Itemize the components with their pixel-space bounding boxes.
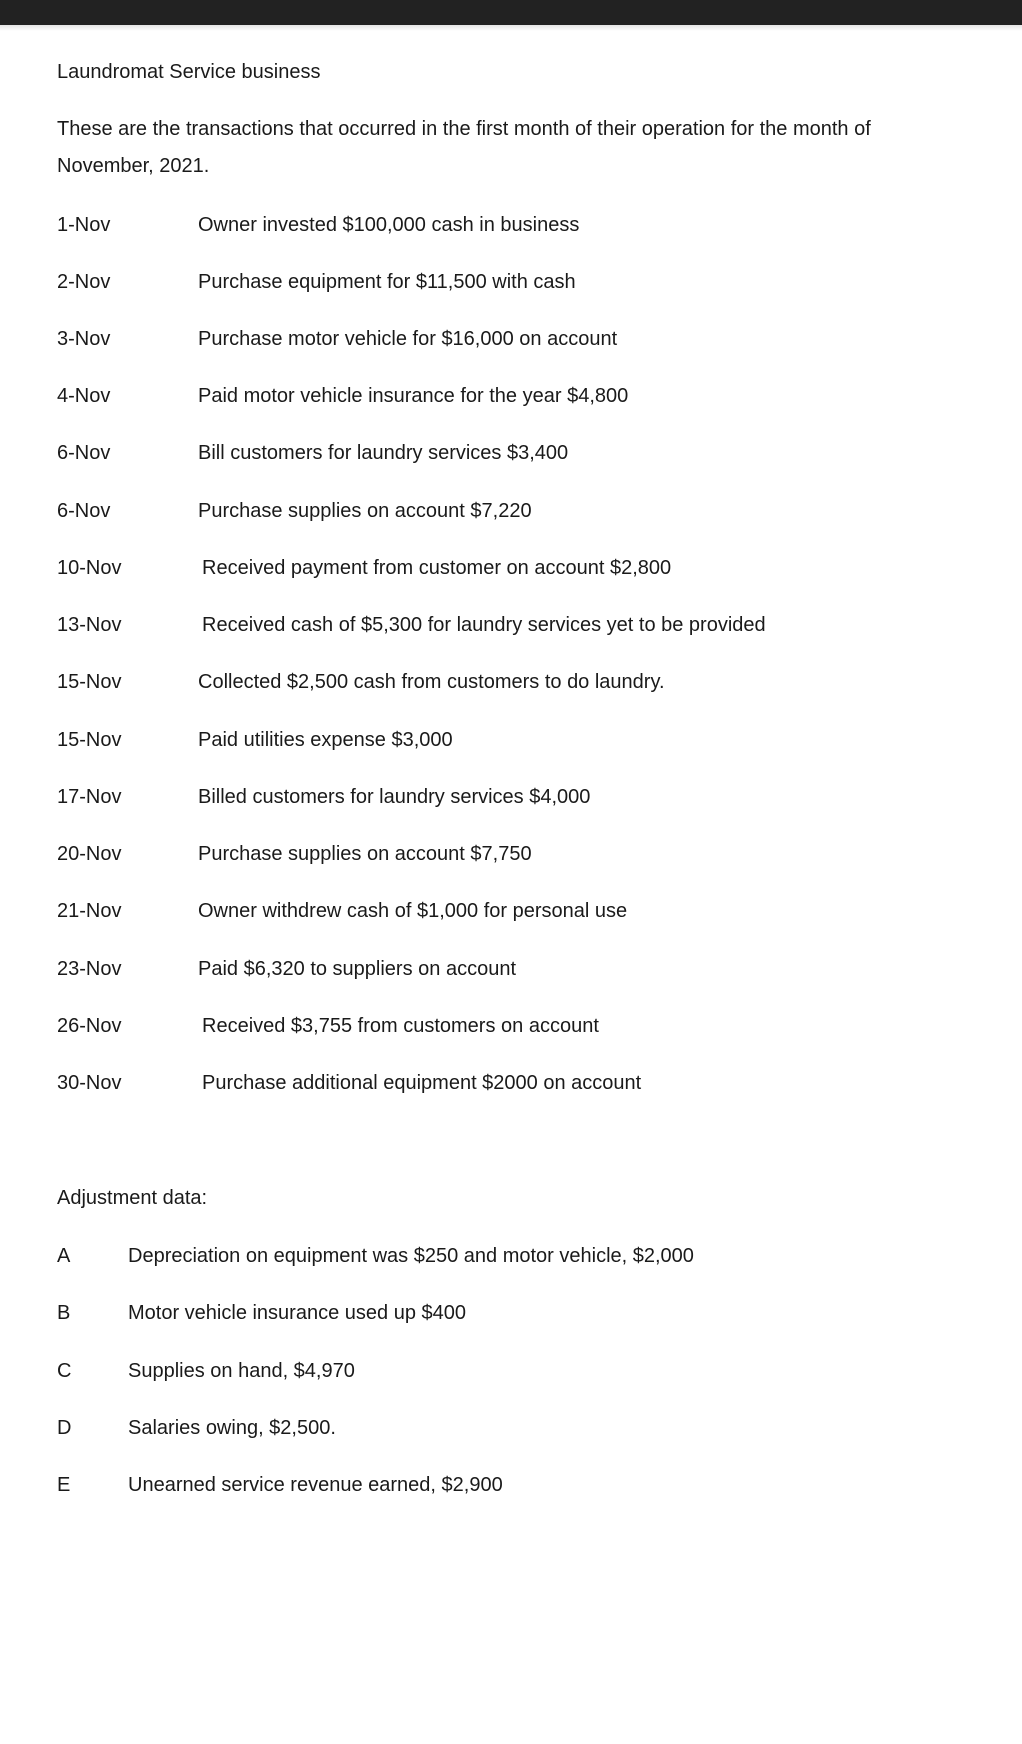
transaction-row: [0, 612, 1022, 638]
adjustment-row: [0, 1243, 1022, 1269]
intro-text-line-1: These are the transactions that occurred in the first month of their operation for the month of: [57, 118, 871, 140]
transaction-description: Received payment from customer on account $2,800: [202, 557, 672, 579]
transaction-date: 10-Nov: [57, 557, 122, 579]
transaction-date: 26-Nov: [57, 1015, 122, 1037]
transaction-date: 4-Nov: [57, 385, 111, 407]
transaction-date: 30-Nov: [57, 1072, 122, 1094]
adjustment-letter: D: [57, 1417, 72, 1439]
transaction-row: [0, 898, 1022, 924]
intro-text-line-2: November, 2021.: [57, 155, 210, 177]
adjustment-text: Supplies on hand, $4,970: [128, 1360, 355, 1382]
transaction-row: [0, 269, 1022, 295]
transaction-row: [0, 498, 1022, 524]
adjustment-text: Salaries owing, $2,500.: [128, 1417, 336, 1439]
transaction-description: Owner withdrew cash of $1,000 for personal use: [198, 900, 628, 922]
transaction-date: 23-Nov: [57, 958, 122, 980]
adjustment-text: Motor vehicle insurance used up $400: [128, 1302, 466, 1324]
transaction-description: Paid utilities expense $3,000: [198, 729, 453, 751]
transaction-date: 20-Nov: [57, 843, 122, 865]
transaction-date: 17-Nov: [57, 786, 122, 808]
transaction-row: [0, 956, 1022, 982]
transaction-row: [0, 669, 1022, 695]
adjustment-row: [0, 1300, 1022, 1326]
transaction-description: Paid $6,320 to suppliers on account: [198, 958, 516, 980]
transaction-date: 6-Nov: [57, 442, 111, 464]
transaction-row: [0, 383, 1022, 409]
adjustment-heading: Adjustment data:: [57, 1187, 208, 1209]
transaction-date: 6-Nov: [57, 500, 111, 522]
adjustment-text: Unearned service revenue earned, $2,900: [128, 1474, 503, 1496]
transaction-row: [0, 440, 1022, 466]
document-title: Laundromat Service business: [57, 61, 321, 83]
transaction-description: Paid motor vehicle insurance for the year $4,800: [198, 385, 629, 407]
transaction-date: 1-Nov: [57, 214, 111, 236]
transaction-row: [0, 727, 1022, 753]
transaction-row: [0, 784, 1022, 810]
transaction-date: 13-Nov: [57, 614, 122, 636]
transaction-row: [0, 841, 1022, 867]
transaction-description: Purchase motor vehicle for $16,000 on account: [198, 328, 618, 350]
transaction-row: [0, 326, 1022, 352]
transaction-description: Purchase supplies on account $7,220: [198, 500, 532, 522]
adjustment-letter: E: [57, 1474, 71, 1496]
adjustment-row: [0, 1472, 1022, 1498]
adjustment-letter: A: [57, 1245, 71, 1267]
transaction-date: 15-Nov: [57, 729, 122, 751]
transaction-description: Purchase supplies on account $7,750: [198, 843, 532, 865]
adjustment-row: [0, 1415, 1022, 1441]
transaction-date: 21-Nov: [57, 900, 122, 922]
transaction-row: [0, 212, 1022, 238]
transaction-date: 3-Nov: [57, 328, 111, 350]
transaction-description: Received cash of $5,300 for laundry services yet to be provided: [202, 614, 766, 636]
transaction-row: [0, 1013, 1022, 1039]
transaction-description: Bill customers for laundry services $3,400: [198, 442, 569, 464]
transaction-date: 2-Nov: [57, 271, 111, 293]
adjustment-text: Depreciation on equipment was $250 and motor vehicle, $2,000: [128, 1245, 694, 1267]
transaction-description: Purchase equipment for $11,500 with cash: [198, 271, 576, 293]
adjustment-letter: B: [57, 1302, 71, 1324]
transaction-date: 15-Nov: [57, 671, 122, 693]
transaction-row: [0, 1070, 1022, 1096]
adjustment-letter: C: [57, 1360, 72, 1382]
transaction-description: Collected $2,500 cash from customers to do laundry.: [198, 671, 665, 693]
top-bar-shadow: [0, 25, 1022, 31]
transaction-description: Received $3,755 from customers on account: [202, 1015, 599, 1037]
transaction-description: Purchase additional equipment $2000 on account: [202, 1072, 642, 1094]
transaction-description: Owner invested $100,000 cash in business: [198, 214, 580, 236]
transaction-description: Billed customers for laundry services $4,000: [198, 786, 591, 808]
transaction-row: [0, 555, 1022, 581]
top-bar: [0, 0, 1022, 25]
adjustment-row: [0, 1358, 1022, 1384]
